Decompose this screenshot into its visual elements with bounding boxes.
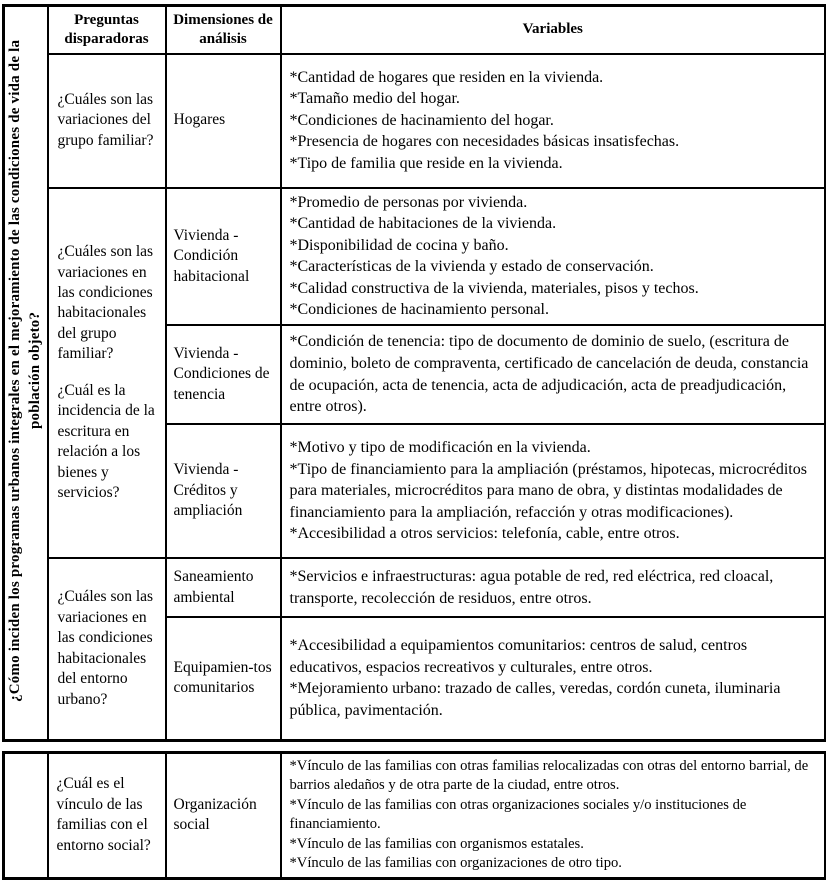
side-question-cell [4,6,48,741]
variables-cell-vivienda-creditos [281,424,826,558]
variable-item: *Servicios e infraestructuras: agua potable de red, red eléctrica, red cloacal, transporte, recolección de residuos, entre otros. [289,567,774,607]
organizacion-social-table [2,751,826,880]
variable-item: *Calidad constructiva de la vivienda, materiales, pisos y techos. [289,279,699,297]
research-matrix-table [2,4,826,742]
variable-item: *Disponibilidad de cocina y baño. [289,236,509,254]
variables-cell-vivienda-tenencia [281,325,826,424]
dimension-cell-hogares: Hogares [166,54,281,188]
col-header-dimensiones: Dimensiones de análisis [166,6,281,54]
dimension-cell-equipamientos: Equipamien-tos comunitarios [166,617,281,740]
variable-item: *Tamaño medio del hogar. [289,90,460,108]
variables-cell-equipamientos [281,617,826,740]
variables-cell-organizacion-social [281,752,826,878]
dimension-cell-vivienda-creditos: Vivienda -Créditos y ampliación [166,424,281,558]
question-cell-entorno-urbano [48,558,166,740]
variable-item: *Vínculo de las familias con organizaciones de otro tipo. [289,855,622,872]
variable-item: *Motivo y tipo de modificación en la vivienda. [289,439,591,457]
variable-item: *Promedio de personas por vivienda. [289,193,528,211]
variable-item: *Cantidad de hogares que residen en la vivienda. [289,68,604,86]
variable-item: *Mejoramiento urbano: trazado de calles, veredas, cordón cuneta, iluminaria pública, pavimentación. [289,680,781,719]
variable-item: *Tipo de financiamiento para la ampliación (préstamos, hipotecas, microcréditos para materiales, microcréditos para mano de obra, y distintas modalidades de financiamiento para la ampliación, refacción y otras modificaciones). [289,460,807,521]
variable-item: *Condición de tenencia: tipo de documento de dominio de suelo, (escritura de dominio, boleto de compraventa, certificado de cancelación de deuda, constancia de ocupación, acta de tenencia, acta de adjudicación, acta de preadjudicación, entre otros). [289,333,809,416]
variable-item: *Cantidad de habitaciones de la vivienda. [289,215,557,233]
col-header-preguntas: Preguntas disparadoras [48,6,166,54]
variables-cell-vivienda-condicion [281,188,826,326]
variables-cell-hogares [281,54,826,188]
variable-item: *Accesibilidad a otros servicios: telefonía, cable, entre otros. [289,525,680,543]
variable-item: *Vínculo de las familias con otras familias relocalizadas con otras del entorno barrial, de barrios aledaños y de otra parte de la ciudad, entre otros. [289,757,809,794]
question-text: ¿Cuál es el vínculo de las familias con el entorno social? [56,775,151,854]
dimension-cell-saneamiento: Saneamiento ambiental [166,558,281,617]
dimension-cell-vivienda-condicion: Vivienda -Condición habitacional [166,188,281,326]
table-row-organizacion-social [4,752,826,878]
side-empty-cell [4,752,48,878]
variable-item: *Presencia de hogares con necesidades básicas insatisfechas. [289,133,680,151]
question-cell-condiciones-habitacionales [48,188,166,559]
variable-item: *Condiciones de hacinamiento personal. [289,301,549,319]
variable-item: *Tipo de familia que reside en la vivienda. [289,154,563,172]
question-text: ¿Cuál es la incidencia de la escritura en relación a los bienes y servicios? [57,381,155,502]
question-text: ¿Cuáles son las variaciones en las condiciones habitacionales del entorno urbano? [57,588,154,708]
col-header-variables: Variables [281,6,826,54]
question-text: ¿Cuáles son las variaciones en las condiciones habitacionales del grupo familiar? [57,243,154,363]
table-row-hogares [4,54,826,188]
variable-item: *Vínculo de las familias con organismos estatales. [289,835,584,852]
variable-item: *Accesibilidad a equipamientos comunitarios: centros de salud, centros educativos, espacios recreativos y culturales, entre otros. [289,637,748,676]
question-cell-grupo-familiar [48,54,166,188]
dimension-cell-organizacion-social: Organización social [166,752,281,878]
table-row-condicion-habitacional [4,188,826,326]
table-row-saneamiento [4,558,826,617]
variable-item: *Características de la vivienda y estado de conservación. [289,258,654,276]
header-row [4,6,826,54]
question-text: ¿Cuáles son las variaciones del grupo familiar? [57,90,154,149]
dimension-cell-vivienda-tenencia: Vivienda -Condiciones de tenencia [166,325,281,424]
variable-item: *Vínculo de las familias con otras organizaciones sociales y/o instituciones de financiamiento. [289,796,747,833]
side-question-vertical-text: ¿Cómo inciden los programas urbanos integrales en el mejoramiento de las condiciones de vida de la población objeto? [6,39,43,702]
variables-cell-saneamiento [281,558,826,617]
question-cell-entorno-social [48,752,166,878]
variable-item: *Condiciones de hacinamiento del hogar. [289,111,554,129]
